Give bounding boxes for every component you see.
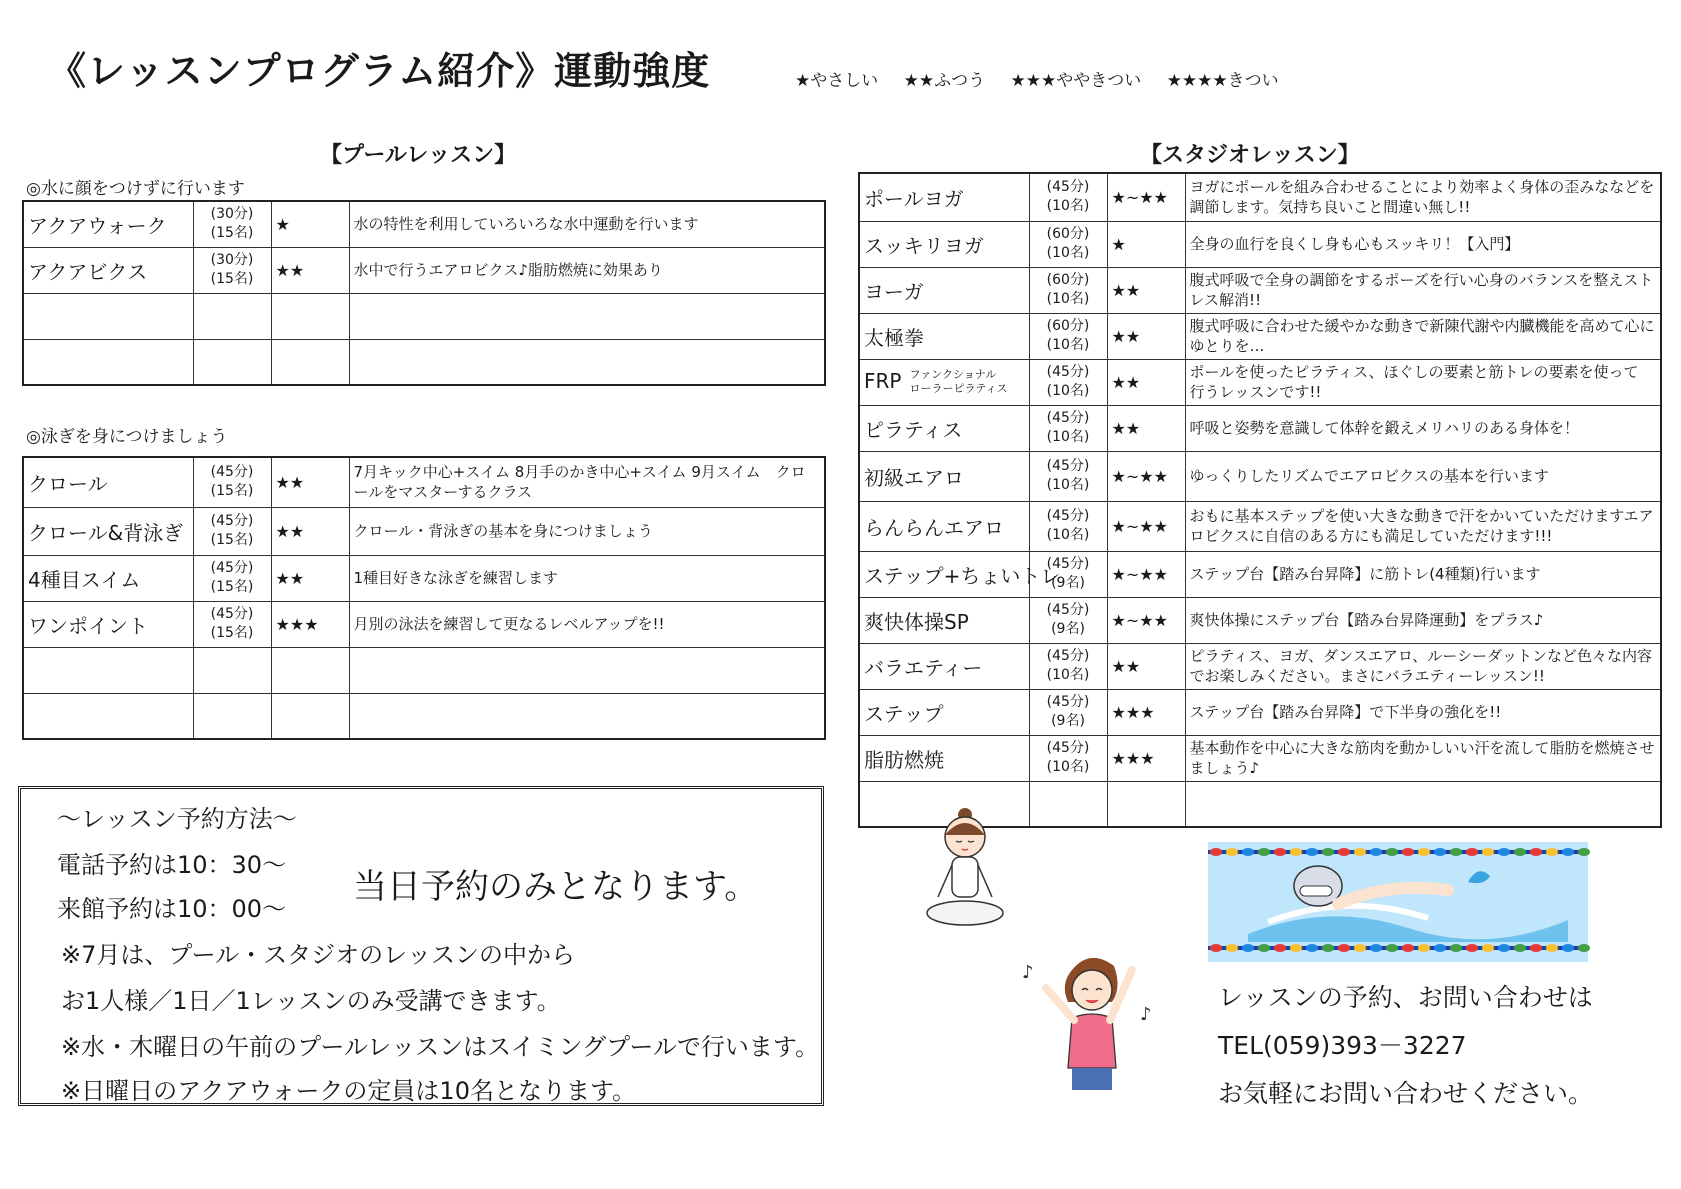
lane-rope-float — [1514, 944, 1526, 952]
lane-rope-float — [1306, 848, 1318, 856]
empty-row — [23, 293, 825, 339]
reservation-note: ※7月は、プール・スタジオのレッスンの中から — [61, 941, 575, 969]
lesson-name: ステップ+ちょいトレ — [859, 551, 1029, 597]
phone-reservation-time: 電話予約は10：30～ — [57, 851, 287, 879]
lesson-name: 4種目スイム — [23, 555, 193, 601]
lesson-duration: (45分) (9名) — [1029, 597, 1107, 643]
table-row — [859, 173, 1661, 221]
lane-rope-float — [1578, 944, 1590, 952]
pool-table-2 — [22, 456, 826, 740]
lesson-description: 1種目好きな泳ぎを練習します — [349, 555, 825, 601]
lesson-description: 腹式呼吸で全身の調節をするポーズを行い心身のバランスを整えストレス解消!! — [1185, 267, 1661, 313]
table-row — [859, 597, 1661, 643]
lesson-description: ステップ台【踏み台昇降】で下半身の強化を!! — [1185, 689, 1661, 735]
lesson-duration: (45分) (15名) — [193, 555, 271, 601]
same-day-notice: 当日予約のみとなります。 — [353, 867, 759, 907]
legend-level-3: ★★★ややきつい — [1010, 71, 1142, 91]
lane-rope-float — [1274, 848, 1286, 856]
empty-row — [23, 339, 825, 385]
legend-level-1: ★やさしい — [795, 71, 879, 91]
contact-closing: お気軽にお問い合わせください。 — [1218, 1079, 1594, 1108]
lane-rope-float — [1498, 848, 1510, 856]
lesson-intensity: ★~★★ — [1107, 597, 1185, 643]
lane-rope-float — [1402, 848, 1414, 856]
lane-rope-float — [1450, 848, 1462, 856]
lane-rope-float — [1274, 944, 1286, 952]
studio-section-title: 【スタジオレッスン】 — [1140, 143, 1360, 168]
lesson-name: 太極拳 — [859, 313, 1029, 359]
lesson-intensity: ★~★★ — [1107, 551, 1185, 597]
lane-rope-float — [1434, 848, 1446, 856]
lesson-duration: (45分) (10名) — [1029, 735, 1107, 781]
lesson-name-sub: ファンクショナル ローラーピラティス — [909, 367, 1008, 395]
lane-rope-float — [1306, 944, 1318, 952]
lesson-description: 爽快体操にステップ台【踏み台昇降運動】をプラス♪ — [1185, 597, 1661, 643]
lesson-duration: (45分) (9名) — [1029, 551, 1107, 597]
lesson-duration: (45分) (15名) — [193, 507, 271, 555]
lesson-description: ヨガにポールを組み合わせることにより効率よく身体の歪みななどを調節します。気持ち良いこと間違い無し!! — [1185, 173, 1661, 221]
dancing-girl-illustration — [1012, 948, 1162, 1098]
visit-reservation-time: 来館予約は10：00～ — [57, 895, 287, 923]
lesson-intensity: ★~★★ — [1107, 501, 1185, 551]
lane-rope-float — [1450, 944, 1462, 952]
lane-rope-float — [1354, 848, 1366, 856]
lane-rope-float — [1210, 848, 1222, 856]
lesson-duration: (45分) (10名) — [1029, 405, 1107, 451]
lane-rope-float — [1242, 848, 1254, 856]
lesson-name: アクアビクス — [23, 247, 193, 293]
svg-text:♪: ♪ — [1022, 962, 1034, 983]
table-row — [859, 405, 1661, 451]
lesson-description: 呼吸と姿勢を意識して体幹を鍛えメリハリのある身体を！ — [1185, 405, 1661, 451]
lesson-name: 爽快体操SP — [859, 597, 1029, 643]
lane-rope-float — [1386, 944, 1398, 952]
lesson-duration: (60分) (10名) — [1029, 267, 1107, 313]
lesson-intensity: ★★ — [1107, 359, 1185, 405]
lesson-description: ピラティス、ヨガ、ダンスエアロ、ルーシーダットンなど色々な内容でお楽しみください。まさにバラエティーレッスン!! — [1185, 643, 1661, 689]
lesson-description: クロール・背泳ぎの基本を身につけましょう — [349, 507, 825, 555]
lesson-intensity: ★★ — [271, 507, 349, 555]
lesson-intensity: ★ — [1107, 221, 1185, 267]
lane-rope-float — [1578, 848, 1590, 856]
lesson-intensity: ★★★ — [1107, 735, 1185, 781]
lane-rope-float — [1530, 848, 1542, 856]
lane-rope-float — [1466, 848, 1478, 856]
pool-group1-note: ◎水に顔をつけずに行います — [26, 179, 245, 199]
lane-rope-float — [1418, 944, 1430, 952]
svg-text:♪: ♪ — [1140, 1004, 1152, 1025]
lane-rope-float — [1562, 944, 1574, 952]
lesson-intensity: ★★★ — [1107, 689, 1185, 735]
lesson-intensity: ★★ — [1107, 643, 1185, 689]
yoga-girl-illustration — [920, 805, 1010, 935]
table-row — [859, 551, 1661, 597]
pool-table-1 — [22, 200, 826, 386]
reservation-heading: ～レッスン予約方法～ — [57, 805, 297, 833]
page-title: 《レッスンプログラム紹介》運動強度 — [48, 49, 711, 93]
lesson-description: ゆっくりしたリズムでエアロビクスの基本を行います — [1185, 451, 1661, 501]
reservation-note: ※日曜日のアクアウォークの定員は10名となります。 — [61, 1077, 637, 1105]
lane-rope-float — [1482, 944, 1494, 952]
lane-rope-float — [1226, 944, 1238, 952]
lesson-duration: (60分) (10名) — [1029, 221, 1107, 267]
lesson-name: らんらんエアロ — [859, 501, 1029, 551]
legend-level-4: ★★★★きつい — [1166, 71, 1279, 91]
lesson-duration: (45分) (10名) — [1029, 643, 1107, 689]
lesson-intensity: ★★ — [271, 247, 349, 293]
lesson-description: 水中で行うエアロビクス♪脂肪燃焼に効果あり — [349, 247, 825, 293]
contact-phone[interactable]: TEL(059)393－3227 — [1218, 1031, 1467, 1060]
lesson-name: ヨーガ — [859, 267, 1029, 313]
lesson-intensity: ★★ — [1107, 313, 1185, 359]
table-row — [23, 601, 825, 647]
lane-rope-float — [1322, 848, 1334, 856]
lane-rope-float — [1258, 944, 1270, 952]
lane-rope-float — [1210, 944, 1222, 952]
lesson-name: ステップ — [859, 689, 1029, 735]
lane-rope-float — [1482, 848, 1494, 856]
table-row — [859, 501, 1661, 551]
lesson-description: 腹式呼吸に合わせた緩やかな動きで新陳代謝や内臓機能を高めて心にゆとりを… — [1185, 313, 1661, 359]
lesson-description: 月別の泳法を練習して更なるレベルアップを!! — [349, 601, 825, 647]
lesson-intensity: ★★★ — [271, 601, 349, 647]
lane-rope-float — [1434, 944, 1446, 952]
pool-group2-note: ◎泳ぎを身につけましょう — [26, 427, 228, 447]
lesson-duration: (45分) (15名) — [193, 601, 271, 647]
lesson-duration: (45分) (10名) — [1029, 501, 1107, 551]
table-row — [859, 267, 1661, 313]
lesson-intensity: ★ — [271, 201, 349, 247]
lane-rope-float — [1322, 944, 1334, 952]
lane-rope-float — [1226, 848, 1238, 856]
table-row — [859, 359, 1661, 405]
lesson-intensity: ★★ — [1107, 267, 1185, 313]
lesson-description: 基本動作を中心に大きな筋肉を動かしいい汗を流して脂肪を燃焼させましょう♪ — [1185, 735, 1661, 781]
pool-section-title: 【プールレッスン】 — [320, 143, 517, 168]
lesson-name: スッキリヨガ — [859, 221, 1029, 267]
lesson-name: ワンポイント — [23, 601, 193, 647]
table-row — [23, 201, 825, 247]
lesson-duration: (45分) (10名) — [1029, 451, 1107, 501]
lesson-duration: (45分) (10名) — [1029, 359, 1107, 405]
lane-rope-float — [1370, 944, 1382, 952]
table-row — [23, 555, 825, 601]
lesson-name: 初級エアロ — [859, 451, 1029, 501]
lesson-description: 水の特性を利用していろいろな水中運動を行います — [349, 201, 825, 247]
lesson-duration: (45分) (15名) — [193, 457, 271, 507]
lane-rope-float — [1338, 848, 1350, 856]
table-row — [859, 643, 1661, 689]
lane-rope-float — [1562, 848, 1574, 856]
table-row — [859, 451, 1661, 501]
lane-rope-float — [1498, 944, 1510, 952]
lesson-duration: (45分) (10名) — [1029, 173, 1107, 221]
reservation-note: お1人様／1日／1レッスンのみ受講できます。 — [61, 987, 561, 1015]
lesson-name: ピラティス — [859, 405, 1029, 451]
lesson-intensity: ★~★★ — [1107, 173, 1185, 221]
lesson-description: 全身の血行を良くし身も心もスッキリ！【入門】 — [1185, 221, 1661, 267]
empty-row — [23, 647, 825, 693]
lesson-intensity: ★★ — [271, 555, 349, 601]
lane-rope-float — [1354, 944, 1366, 952]
lesson-duration: (30分) (15名) — [193, 247, 271, 293]
legend-level-2: ★★ふつう — [903, 71, 986, 91]
lane-rope-float — [1258, 848, 1270, 856]
intensity-legend — [795, 66, 1299, 91]
lane-rope-float — [1370, 848, 1382, 856]
lesson-description: ポールを使ったピラティス、ほぐしの要素と筋トレの要素を使って 行うレッスンです!! — [1185, 359, 1661, 405]
lesson-name: クロール&背泳ぎ — [23, 507, 193, 555]
table-row — [23, 457, 825, 507]
lesson-intensity: ★★ — [1107, 405, 1185, 451]
lane-rope-float — [1338, 944, 1350, 952]
lesson-name: アクアウォーク — [23, 201, 193, 247]
lane-rope-float — [1242, 944, 1254, 952]
lesson-name-main: FRP — [864, 368, 902, 393]
reservation-note: ※水・木曜日の午前のプールレッスンはスイミングプールで行います。 — [61, 1033, 819, 1061]
table-row — [859, 689, 1661, 735]
lesson-intensity: ★★ — [271, 457, 349, 507]
table-row — [859, 735, 1661, 781]
lane-rope-float — [1402, 944, 1414, 952]
table-row — [859, 313, 1661, 359]
lane-rope-float — [1290, 848, 1302, 856]
lesson-description: おもに基本ステップを使い大きな動きで汗をかいていただけますエアロビクスに自信のある方にも満足していただけます!!! — [1185, 501, 1661, 551]
contact-block — [1218, 978, 1593, 1122]
lane-rope-float — [1466, 944, 1478, 952]
lesson-name: ポールヨガ — [859, 173, 1029, 221]
lane-rope-float — [1546, 848, 1558, 856]
lane-rope-float — [1386, 848, 1398, 856]
contact-intro: レッスンの予約、お問い合わせは — [1218, 983, 1593, 1012]
studio-table — [858, 172, 1662, 828]
lesson-duration: (30分) (15名) — [193, 201, 271, 247]
reservation-box — [18, 786, 824, 1106]
lesson-duration: (45分) (9名) — [1029, 689, 1107, 735]
lesson-duration: (60分) (10名) — [1029, 313, 1107, 359]
lesson-name: バラエティー — [859, 643, 1029, 689]
lesson-intensity: ★~★★ — [1107, 451, 1185, 501]
lane-rope-float — [1290, 944, 1302, 952]
swimmer-illustration — [1208, 842, 1588, 962]
lane-rope-float — [1546, 944, 1558, 952]
lesson-name: 脂肪燃焼 — [859, 735, 1029, 781]
lane-rope-float — [1514, 848, 1526, 856]
lane-rope-float — [1530, 944, 1542, 952]
table-row — [23, 247, 825, 293]
lesson-description: 7月キック中心+スイム 8月手のかき中心+スイム 9月スイム クロールをマスターするクラス — [349, 457, 825, 507]
lesson-name — [859, 359, 1029, 405]
lesson-name: クロール — [23, 457, 193, 507]
table-row — [23, 507, 825, 555]
table-row — [859, 221, 1661, 267]
lesson-description: ステップ台【踏み台昇降】に筋トレ(4種類)行います — [1185, 551, 1661, 597]
lane-rope-float — [1418, 848, 1430, 856]
empty-row — [23, 693, 825, 739]
